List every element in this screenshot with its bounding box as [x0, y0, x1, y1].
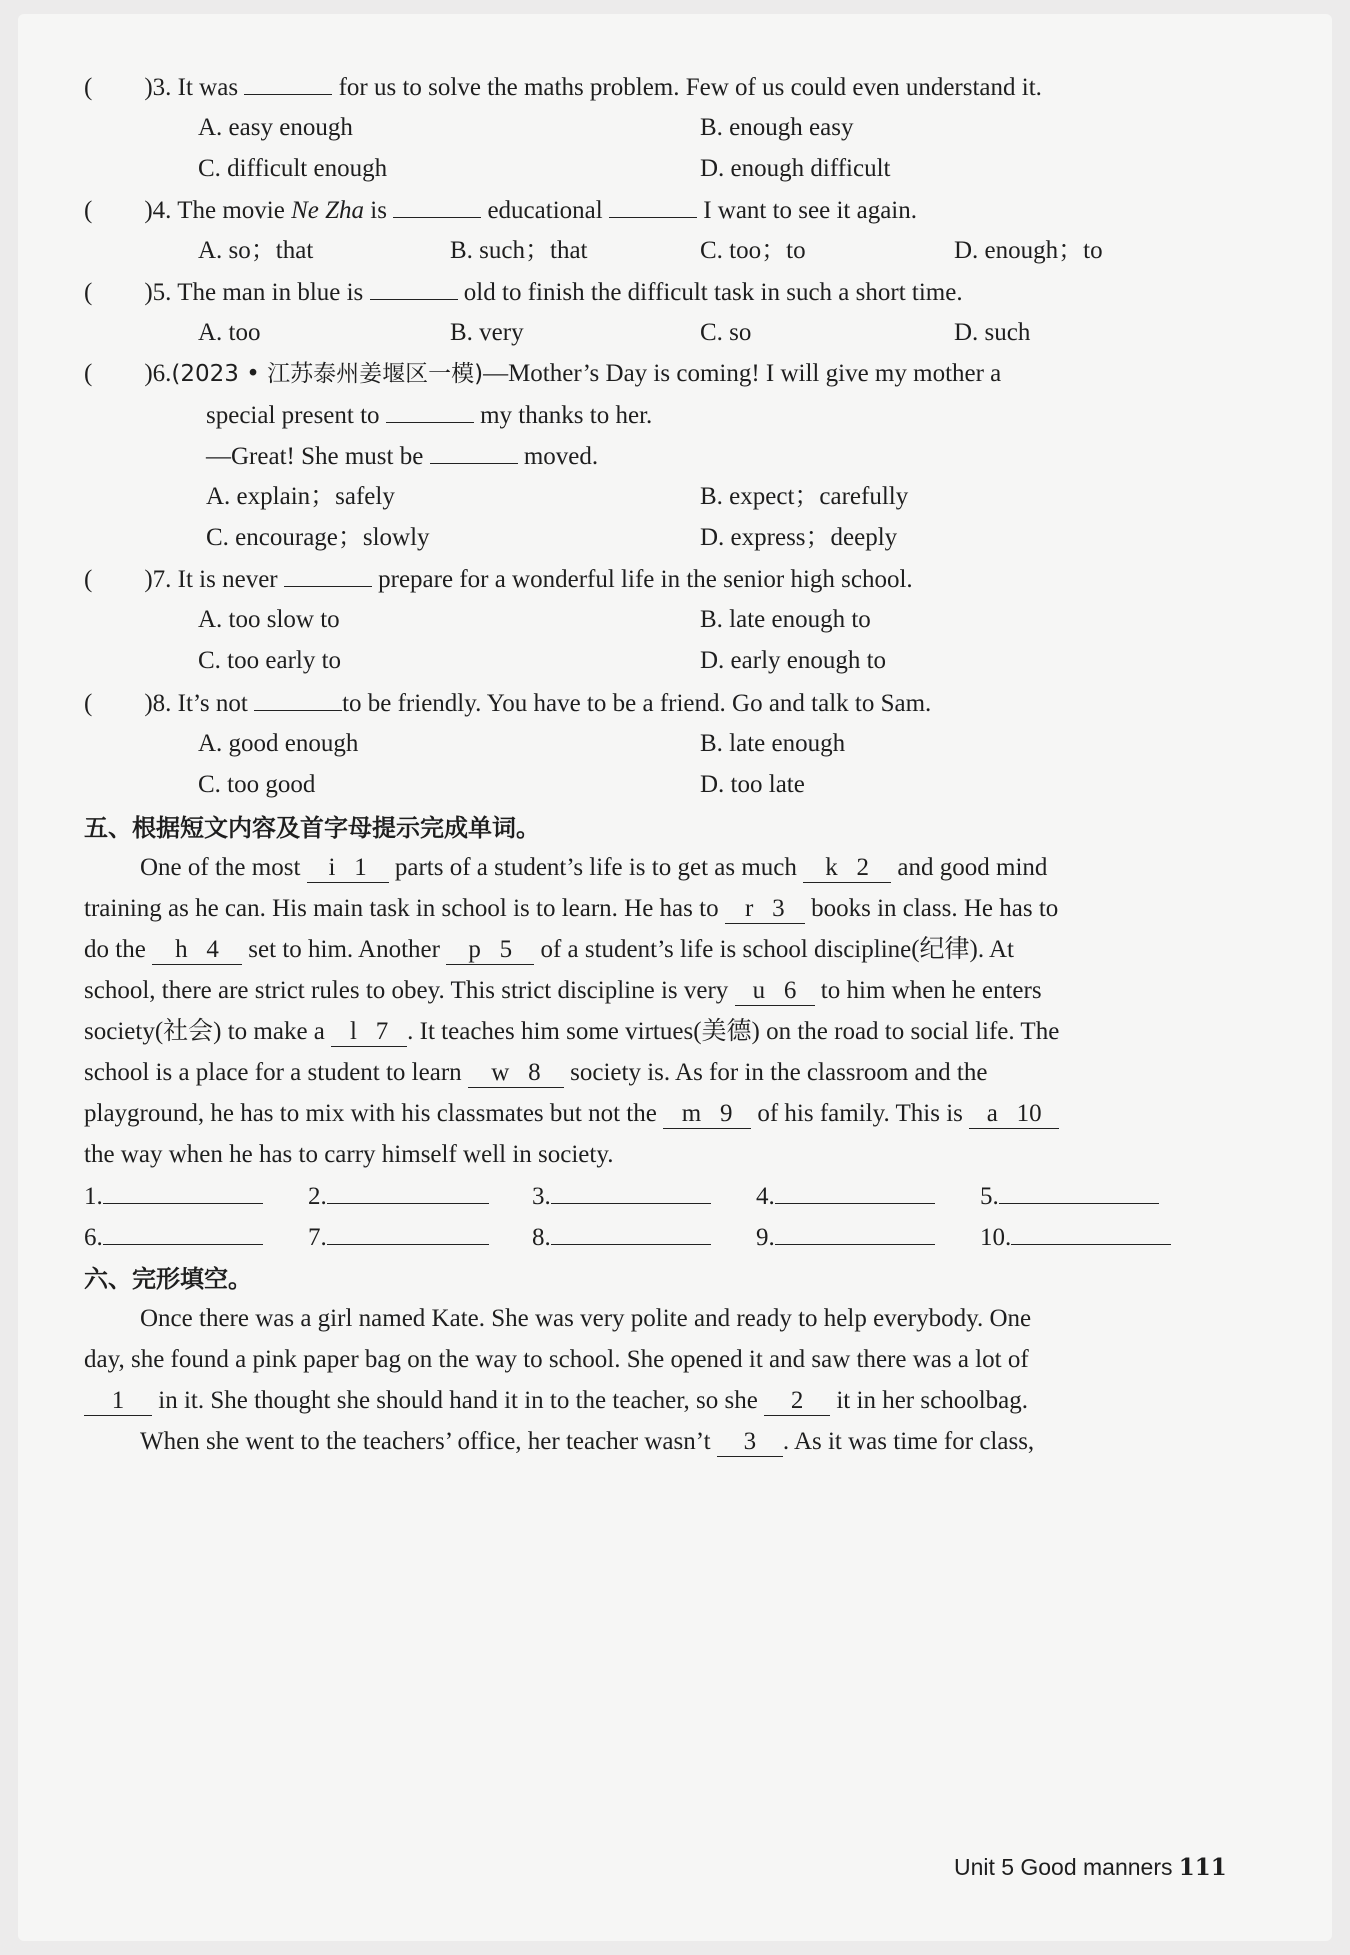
option-a[interactable]: A. too slow to	[198, 606, 340, 633]
option-a[interactable]: A. easy enough	[198, 114, 353, 141]
question-text: —Mother’s Day is coming! I will give my mother a	[483, 360, 1002, 387]
answer-line-5	[980, 1181, 1159, 1212]
answer-label: 4.	[756, 1183, 775, 1210]
option-c[interactable]: C. too；to	[700, 237, 806, 264]
blank-number: 2	[856, 854, 870, 881]
question-text: moved.	[523, 443, 599, 470]
cloze-line-3	[84, 1386, 1028, 1416]
answer-line-7	[308, 1222, 489, 1253]
question-number: )7.	[144, 566, 172, 593]
option-a[interactable]: A. so；that	[198, 237, 314, 264]
first-letter: w	[491, 1059, 510, 1086]
answer-field[interactable]	[103, 1222, 263, 1245]
question-source: (2023 • 江苏泰州姜堰区一模)	[171, 361, 484, 387]
answer-field[interactable]	[775, 1181, 935, 1204]
answer-blank[interactable]	[393, 195, 481, 218]
answer-blank[interactable]	[430, 441, 518, 464]
word-blank-3[interactable]	[725, 895, 805, 924]
passage-line-1	[140, 853, 1047, 883]
paren: (	[84, 279, 93, 306]
answer-field[interactable]	[551, 1181, 711, 1204]
answer-label: 6.	[84, 1224, 103, 1251]
passage-text: One of the most	[140, 854, 301, 881]
first-letter: m	[681, 1100, 702, 1127]
first-letter: p	[468, 936, 481, 963]
option-c[interactable]: C. difficult enough	[198, 155, 388, 182]
option-a[interactable]: A. too	[198, 319, 261, 346]
cloze-blank-3[interactable]	[717, 1428, 783, 1457]
answer-label: 8.	[532, 1224, 551, 1251]
question-text: prepare for a wonderful life in the senior high school.	[378, 566, 913, 593]
paren: (	[84, 360, 93, 387]
option-b[interactable]: B. late enough to	[700, 606, 871, 633]
question-text: The man in blue is	[177, 279, 364, 306]
answer-blank[interactable]	[244, 72, 332, 95]
blank-number: 3	[743, 1428, 757, 1455]
answer-line-4	[756, 1181, 935, 1212]
cloze-blank-1[interactable]	[84, 1387, 152, 1416]
question-text: It was	[177, 74, 239, 101]
word-blank-7[interactable]	[331, 1018, 407, 1047]
answer-field[interactable]	[327, 1222, 489, 1245]
answer-field[interactable]	[775, 1222, 935, 1245]
answer-line-8	[532, 1222, 711, 1253]
passage-line-2	[84, 894, 1058, 924]
answer-blank[interactable]	[254, 688, 342, 711]
blank-number: 1	[111, 1387, 125, 1414]
answer-blank[interactable]	[370, 277, 458, 300]
passage-line-8: the way when he has to carry himself well in society.	[84, 1141, 614, 1168]
question-text: for us to solve the maths problem. Few of us could even understand it.	[338, 74, 1042, 101]
blank-number: 1	[354, 854, 367, 881]
option-b[interactable]: B. expect；carefully	[700, 483, 909, 510]
question-text: old to finish the difficult task in such a short time.	[463, 279, 963, 306]
question-5	[84, 277, 963, 308]
movie-title: Ne Zha	[291, 197, 365, 224]
section-5-heading: 五、根据短文内容及首字母提示完成单词。	[84, 814, 540, 842]
option-a[interactable]: A. explain；safely	[206, 483, 395, 510]
cloze-line-1: Once there was a girl named Kate. She was very polite and ready to help everybody. One	[140, 1305, 1032, 1332]
question-text: I want to see it again.	[703, 197, 918, 224]
answer-label: 3.	[532, 1183, 551, 1210]
first-letter: h	[175, 936, 188, 963]
question-text: is	[370, 197, 387, 224]
passage-line-7	[84, 1099, 1059, 1129]
passage-text: When she went to the teachers’ office, her teacher wasn’t	[140, 1428, 711, 1455]
blank-number: 2	[790, 1387, 804, 1414]
word-blank-5[interactable]	[446, 936, 534, 965]
question-3	[84, 72, 1042, 103]
first-letter: i	[328, 854, 336, 881]
passage-text: society is. As for in the classroom and the	[570, 1059, 988, 1086]
answer-field[interactable]	[103, 1181, 263, 1204]
passage-text: of his family. This is	[757, 1100, 963, 1127]
paren: (	[84, 690, 93, 717]
passage-text: in it. She thought she should hand it in to the teacher, so she	[158, 1387, 758, 1414]
answer-blank[interactable]	[386, 400, 474, 423]
first-letter: l	[350, 1018, 357, 1045]
answer-line-2	[308, 1181, 489, 1212]
answer-field[interactable]	[551, 1222, 711, 1245]
answer-label: 2.	[308, 1183, 327, 1210]
passage-text: it in her schoolbag.	[836, 1387, 1028, 1414]
option-c[interactable]: C. so	[700, 319, 752, 346]
question-text: It’s not	[177, 690, 248, 717]
section-6-heading: 六、完形填空。	[84, 1265, 252, 1293]
first-letter: k	[825, 854, 838, 881]
passage-line-6	[84, 1058, 987, 1088]
answer-line-6	[84, 1222, 263, 1253]
answer-label: 5.	[980, 1183, 999, 1210]
question-text: my thanks to her.	[480, 402, 653, 429]
page-number: 111	[1178, 1854, 1227, 1881]
question-4	[84, 195, 917, 226]
answer-line-3	[532, 1181, 711, 1212]
answer-label: 10.	[980, 1224, 1012, 1251]
blank-number: 3	[772, 895, 785, 922]
option-d[interactable]: D. enough difficult	[700, 155, 891, 182]
passage-text: training as he can. His main task in school is to learn. He has to	[84, 895, 719, 922]
cloze-blank-2[interactable]	[764, 1387, 830, 1416]
passage-text: . It teaches him some virtues(美德) on the road to social life. The	[407, 1018, 1060, 1045]
blank-number: 6	[783, 977, 797, 1004]
passage-line-4	[84, 976, 1042, 1006]
passage-text: playground, he has to mix with his classmates but not the	[84, 1100, 657, 1127]
answer-field[interactable]	[327, 1181, 489, 1204]
option-d[interactable]: D. enough；to	[954, 237, 1103, 264]
question-text: It is never	[177, 566, 278, 593]
passage-text: books in class. He has to	[811, 895, 1059, 922]
option-a[interactable]: A. good enough	[198, 730, 359, 757]
cloze-line-2: day, she found a pink paper bag on the way to school. She opened it and saw there was a lot of	[84, 1346, 1029, 1373]
blank-number: 9	[719, 1100, 733, 1127]
word-blank-9[interactable]	[663, 1100, 751, 1129]
paren: (	[84, 197, 93, 224]
answer-line-1	[84, 1181, 263, 1212]
passage-text: school is a place for a student to learn	[84, 1059, 462, 1086]
question-8	[84, 688, 931, 719]
blank-number: 8	[528, 1059, 541, 1086]
blank-number: 5	[499, 936, 513, 963]
answer-line-9	[756, 1222, 935, 1253]
passage-line-5	[84, 1017, 1059, 1047]
question-number: )3.	[144, 74, 172, 101]
option-c[interactable]: C. too early to	[198, 647, 342, 674]
blank-number: 7	[375, 1018, 389, 1045]
question-text: to be friendly. You have to be a friend. Go and talk to Sam.	[342, 690, 932, 717]
option-d[interactable]: D. early enough to	[700, 647, 887, 674]
answer-label: 7.	[308, 1224, 327, 1251]
passage-line-3	[84, 935, 1014, 965]
option-b[interactable]: B. enough easy	[700, 114, 854, 141]
question-number: )5.	[144, 279, 172, 306]
passage-text: of a student’s life is school discipline(纪律). At	[540, 936, 1015, 963]
passage-text: set to him. Another	[248, 936, 440, 963]
answer-line-10	[980, 1222, 1171, 1253]
page-footer	[954, 1852, 1227, 1883]
passage-text: do the	[84, 936, 146, 963]
option-c[interactable]: C. too good	[198, 771, 316, 798]
passage-text: school, there are strict rules to obey. This strict discipline is very	[84, 977, 729, 1004]
paren: (	[84, 566, 93, 593]
question-6-line-3	[206, 441, 598, 472]
answer-field[interactable]	[999, 1181, 1159, 1204]
option-b[interactable]: B. very	[450, 319, 524, 346]
passage-text: . As it was time for class,	[782, 1428, 1035, 1455]
answer-label: 9.	[756, 1224, 775, 1251]
blank-number: 10	[1016, 1100, 1042, 1127]
option-c[interactable]: C. encourage；slowly	[206, 524, 430, 551]
cloze-line-4	[140, 1427, 1034, 1457]
question-7	[84, 564, 913, 595]
question-text: special present to	[206, 402, 380, 429]
question-text: The movie	[177, 197, 285, 224]
question-number: )8.	[144, 690, 172, 717]
question-number: )6.	[144, 360, 172, 387]
word-blank-4[interactable]	[152, 936, 242, 965]
option-b[interactable]: B. such；that	[450, 237, 588, 264]
word-blank-10[interactable]	[969, 1100, 1059, 1129]
first-letter: a	[986, 1100, 998, 1127]
option-d[interactable]: D. express；deeply	[700, 524, 898, 551]
blank-number: 4	[206, 936, 219, 963]
footer-unit: Unit 5	[954, 1854, 1015, 1880]
question-number: )4.	[144, 197, 172, 224]
answer-blank[interactable]	[609, 195, 697, 218]
answer-blank[interactable]	[284, 564, 372, 587]
footer-title: Good manners	[1020, 1854, 1173, 1880]
option-d[interactable]: D. such	[954, 319, 1031, 346]
word-blank-6[interactable]	[735, 977, 815, 1006]
answer-field[interactable]	[1011, 1222, 1171, 1245]
word-blank-1[interactable]	[307, 854, 389, 883]
passage-text: to him when he enters	[820, 977, 1042, 1004]
paren: (	[84, 74, 93, 101]
word-blank-8[interactable]	[468, 1059, 564, 1088]
question-6	[84, 359, 1001, 389]
passage-text: society(社会) to make a	[84, 1018, 325, 1045]
word-blank-2[interactable]	[803, 854, 891, 883]
question-6-line-2	[206, 400, 652, 431]
answer-label: 1.	[84, 1183, 103, 1210]
option-b[interactable]: B. late enough	[700, 730, 846, 757]
option-d[interactable]: D. too late	[700, 771, 805, 798]
first-letter: r	[745, 895, 754, 922]
question-text: —Great! She must be	[206, 443, 424, 470]
passage-text: parts of a student’s life is to get as much	[394, 854, 797, 881]
question-text: educational	[487, 197, 603, 224]
first-letter: u	[752, 977, 766, 1004]
passage-text: and good mind	[897, 854, 1048, 881]
